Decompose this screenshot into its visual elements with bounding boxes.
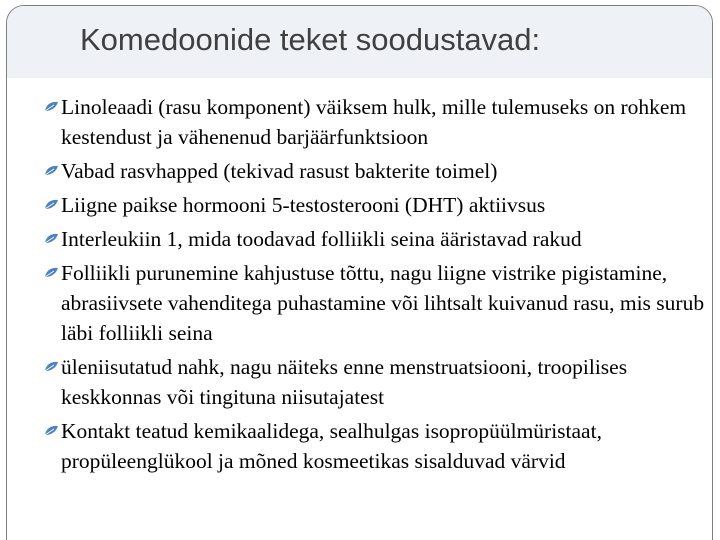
leaf-bullet-icon [44,190,61,220]
leaf-bullet-icon [44,92,61,122]
bullet-item [44,352,708,412]
leaf-bullet-icon [44,224,61,254]
slide-title: Komedoonide teket soodustavad: [80,22,541,57]
bullet-text: Vabad rasvhapped (tekivad rasust bakterite toimel) [61,159,498,183]
leaf-bullet-icon [44,416,61,446]
bullet-item [44,92,708,152]
bullet-list [44,92,708,480]
bullet-item [44,416,708,476]
leaf-bullet-icon [44,352,61,382]
bullet-item [44,156,708,186]
leaf-bullet-icon [44,258,61,288]
bullet-text: üleniisutatud nahk, nagu näiteks enne menstruatsiooni, troopilises keskkonnas või tingituna niisutajatest [61,355,628,409]
bullet-text: Folliikli purunemine kahjustuse tõttu, nagu liigne vistrike pigistamine, abrasiivsete vahenditega puhastamine või lihtsalt kuivanud rasu, mis surub läbi folliikli seina [61,261,705,345]
bullet-item [44,190,708,220]
bullet-text: Interleukiin 1, mida toodavad folliikli seina ääristavad rakud [61,227,582,251]
leaf-bullet-icon [44,156,61,186]
bullet-item [44,258,708,348]
bullet-item [44,224,708,254]
bullet-text: Linoleaadi (rasu komponent) väiksem hulk, mille tulemuseks on rohkem kestendust ja vähenenud barjäärfunktsioon [61,95,687,149]
bullet-text: Kontakt teatud kemikaalidega, sealhulgas isopropüülmüristaat, propüleenglükool ja mõned kosmeetikas sisalduvad värvid [61,419,602,473]
bullet-text: Liigne paikse hormooni 5-testosterooni (DHT) aktiivsus [61,193,546,217]
